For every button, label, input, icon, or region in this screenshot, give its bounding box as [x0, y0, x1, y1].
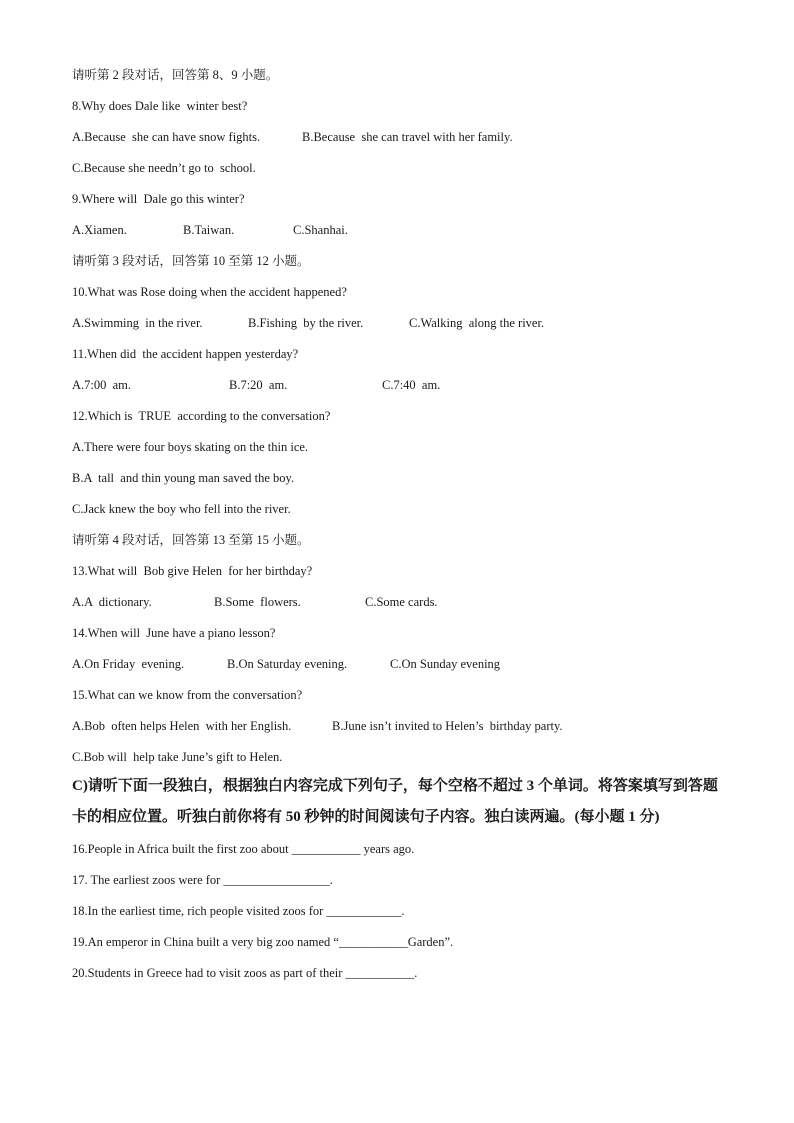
- option-12a: A.There were four boys skating on the thin ice.: [72, 440, 309, 454]
- option-11b: B.7:20 am.: [229, 378, 288, 392]
- option-13a: A.A dictionary.: [72, 595, 152, 609]
- option-15c: C.Bob will help take June’s gift to Helen.: [72, 750, 283, 764]
- option-14a: A.On Friday evening.: [72, 657, 185, 671]
- question-9-options: [72, 222, 732, 238]
- option-13b: B.Some flowers.: [214, 595, 301, 609]
- section2-intro: 请听第 2 段对话，回答第 8、9 小题。: [72, 68, 279, 82]
- question-15-options: [72, 718, 732, 734]
- section4-intro: 请听第 4 段对话，回答第 13 至第 15 小题。: [72, 533, 310, 547]
- option-10a: A.Swimming in the river.: [72, 316, 203, 330]
- part-c-instructions: C)请听下面一段独白，根据独白内容完成下列句子，每个空格不超过 3 个单词。将答案填写到答题卡的相应位置。听独白前你将有 50 秒钟的时间阅读句子内容。独白读两遍。(每小题 1 分): [72, 778, 718, 825]
- option-11c: C.7:40 am.: [382, 378, 441, 392]
- question-18: 18.In the earliest time, rich people visited zoos for ____________.: [72, 904, 405, 918]
- question-8-options: [72, 129, 732, 145]
- option-14c: C.On Sunday evening: [390, 657, 501, 671]
- option-9b: B.Taiwan.: [183, 223, 235, 237]
- question-13: 13.What will Bob give Helen for her birthday?: [72, 564, 313, 578]
- question-14-options: [72, 656, 732, 672]
- option-14b: B.On Saturday evening.: [227, 657, 348, 671]
- option-10c: C.Walking along the river.: [409, 316, 545, 330]
- question-19: 19.An emperor in China built a very big zoo named “___________Garden”.: [72, 935, 454, 949]
- option-12c: C.Jack knew the boy who fell into the river.: [72, 502, 291, 516]
- question-9: 9.Where will Dale go this winter?: [72, 192, 245, 206]
- question-8: 8.Why does Dale like winter best?: [72, 99, 248, 113]
- question-12: 12.Which is TRUE according to the conversation?: [72, 409, 331, 423]
- option-15b: B.June isn’t invited to Helen’s birthday party.: [332, 719, 563, 733]
- option-8b: B.Because she can travel with her family.: [302, 130, 513, 144]
- question-15: 15.What can we know from the conversation?: [72, 688, 303, 702]
- option-8c: C.Because she needn’t go to school.: [72, 161, 256, 175]
- option-9a: A.Xiamen.: [72, 223, 127, 237]
- question-11: 11.When did the accident happen yesterday?: [72, 347, 299, 361]
- question-20: 20.Students in Greece had to visit zoos as part of their ___________.: [72, 966, 418, 980]
- question-10: 10.What was Rose doing when the accident happened?: [72, 285, 347, 299]
- question-11-options: [72, 377, 732, 393]
- option-15a: A.Bob often helps Helen with her English.: [72, 719, 292, 733]
- question-10-options: [72, 315, 732, 331]
- section3-intro: 请听第 3 段对话，回答第 10 至第 12 小题。: [72, 254, 310, 268]
- option-13c: C.Some cards.: [365, 595, 438, 609]
- question-13-options: [72, 594, 732, 610]
- exam-page: [72, 62, 732, 981]
- option-9c: C.Shanhai.: [293, 223, 348, 237]
- option-8a: A.Because she can have snow fights.: [72, 130, 261, 144]
- option-12b: B.A tall and thin young man saved the boy.: [72, 471, 295, 485]
- question-17: 17. The earliest zoos were for _________________.: [72, 873, 333, 887]
- question-16: 16.People in Africa built the first zoo about ___________ years ago.: [72, 842, 415, 856]
- option-11a: A.7:00 am.: [72, 378, 132, 392]
- option-10b: B.Fishing by the river.: [248, 316, 364, 330]
- question-14: 14.When will June have a piano lesson?: [72, 626, 276, 640]
